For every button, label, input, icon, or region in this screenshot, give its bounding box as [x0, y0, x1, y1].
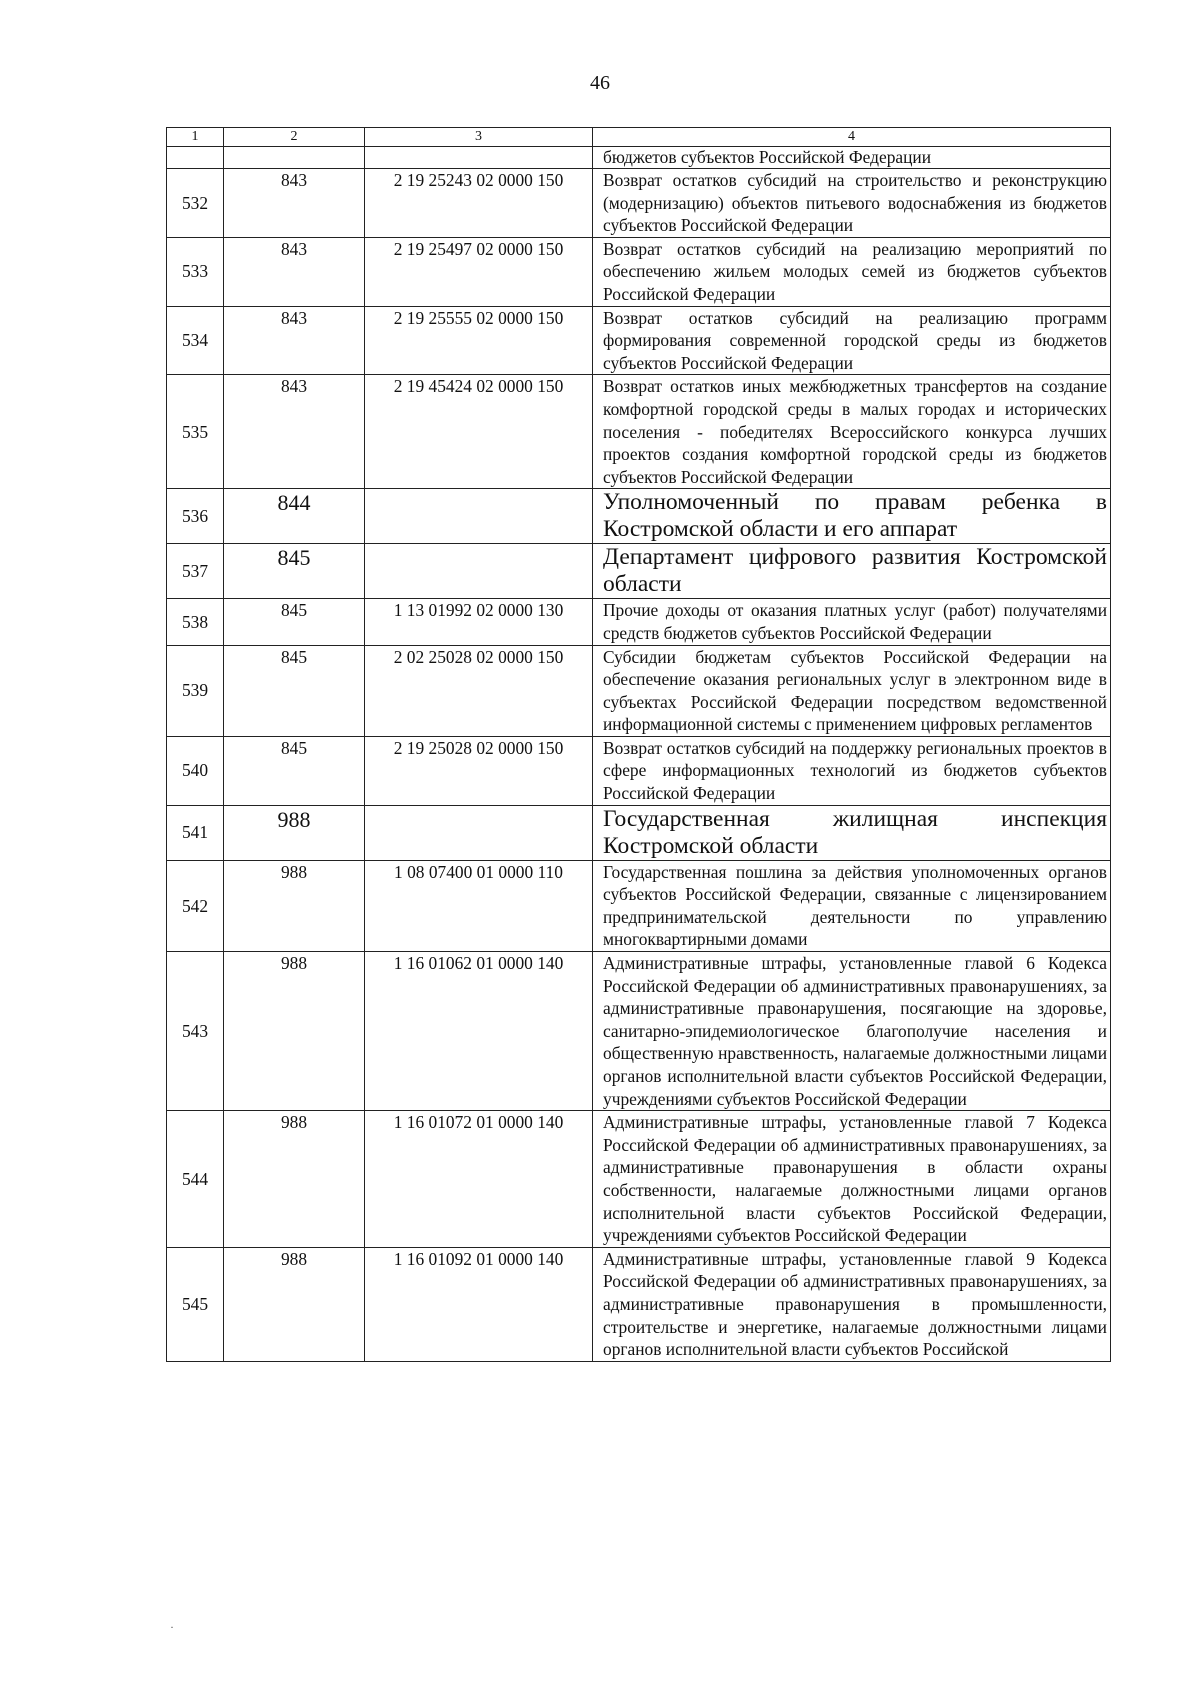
row-number-cell: 537	[167, 544, 224, 599]
revenue-code-cell: 2 19 25243 02 0000 150	[365, 169, 593, 238]
row-number-cell: 533	[167, 237, 224, 306]
revenue-code-cell: 2 19 45424 02 0000 150	[365, 375, 593, 489]
table-row	[167, 599, 1111, 645]
revenue-code-cell: 2 02 25028 02 0000 150	[365, 645, 593, 736]
table-row	[167, 375, 1111, 489]
row-number-cell: 534	[167, 306, 224, 375]
table-row	[167, 1111, 1111, 1248]
description-cell: Государственная пошлина за действия уполномоченных органов субъектов Российской Федерации, связанные с лицензированием предпринимательской деятельности по управлению многоквартирными домами	[593, 860, 1111, 951]
row-number-cell: 540	[167, 736, 224, 805]
administrator-code-cell: 845	[224, 544, 365, 599]
row-number-cell: 545	[167, 1247, 224, 1361]
revenue-code-cell	[365, 805, 593, 860]
row-number-cell: 543	[167, 952, 224, 1111]
administrator-cell	[224, 147, 365, 169]
header-cell: 4	[593, 128, 1111, 147]
description-cell: Возврат остатков субсидий на реализацию программ формирования современной городской среды из бюджетов субъектов Российской Федерации	[593, 306, 1111, 375]
administrator-code-cell: 988	[224, 1247, 365, 1361]
revenue-code-cell: 2 19 25497 02 0000 150	[365, 237, 593, 306]
header-cell: 2	[224, 128, 365, 147]
administrator-code-cell: 843	[224, 306, 365, 375]
description-cell: Возврат остатков субсидий на поддержку региональных проектов в сфере информационных технологий из бюджетов субъектов Российской Федерации	[593, 736, 1111, 805]
table-row	[167, 489, 1111, 544]
table-row	[167, 952, 1111, 1111]
header-cell: 1	[167, 128, 224, 147]
description-cell: Возврат остатков субсидий на реализацию мероприятий по обеспечению жильем молодых семей из бюджетов субъектов Российской Федерации	[593, 237, 1111, 306]
administrator-code-cell: 988	[224, 952, 365, 1111]
table-row	[167, 736, 1111, 805]
description-cell: Государственная жилищная инспекция Костромской области	[593, 805, 1111, 860]
header-cell: 3	[365, 128, 593, 147]
code-cell	[365, 147, 593, 169]
revenue-code-cell: 1 16 01072 01 0000 140	[365, 1111, 593, 1248]
scan-mark: ·	[170, 1620, 174, 1634]
table-row	[167, 1247, 1111, 1361]
administrator-code-cell: 844	[224, 489, 365, 544]
row-number-cell: 536	[167, 489, 224, 544]
description-cell: бюджетов субъектов Российской Федерации	[593, 147, 1111, 169]
continuation-row	[167, 147, 1111, 169]
administrator-code-cell: 843	[224, 169, 365, 238]
administrator-code-cell: 845	[224, 599, 365, 645]
description-cell: Прочие доходы от оказания платных услуг (работ) получателями средств бюджетов субъектов Российской Федерации	[593, 599, 1111, 645]
row-number-cell: 542	[167, 860, 224, 951]
row-number-cell	[167, 147, 224, 169]
table-row	[167, 237, 1111, 306]
revenue-code-cell: 1 16 01062 01 0000 140	[365, 952, 593, 1111]
revenue-code-cell: 1 16 01092 01 0000 140	[365, 1247, 593, 1361]
revenue-code-cell: 2 19 25555 02 0000 150	[365, 306, 593, 375]
row-number-cell: 532	[167, 169, 224, 238]
row-number-cell: 535	[167, 375, 224, 489]
table-row	[167, 860, 1111, 951]
row-number-cell: 544	[167, 1111, 224, 1248]
description-cell: Уполномоченный по правам ребенка в Костромской области и его аппарат	[593, 489, 1111, 544]
description-cell: Административные штрафы, установленные главой 7 Кодекса Российской Федерации об административных правонарушениях, за административные правонарушения в области охраны собственности, налагаемые должностными лицами органов исполнительной власти субъектов Российской Федерации, учреждениями субъектов Российской Федерации	[593, 1111, 1111, 1248]
description-cell: Субсидии бюджетам субъектов Российской Федерации на обеспечение оказания региональных услуг в электронном виде в субъектах Российской Федерации посредством ведомственной информационной системы с применением цифровых регламентов	[593, 645, 1111, 736]
table-header-row	[167, 128, 1111, 147]
revenue-code-cell: 2 19 25028 02 0000 150	[365, 736, 593, 805]
table-row	[167, 169, 1111, 238]
revenue-code-cell	[365, 544, 593, 599]
table-row	[167, 805, 1111, 860]
table-row	[167, 306, 1111, 375]
administrator-code-cell: 845	[224, 736, 365, 805]
description-cell: Департамент цифрового развития Костромской области	[593, 544, 1111, 599]
revenue-code-cell: 1 13 01992 02 0000 130	[365, 599, 593, 645]
description-cell: Административные штрафы, установленные главой 6 Кодекса Российской Федерации об административных правонарушениях, за административные правонарушения, посягающие на здоровье, санитарно-эпидемиологическое благополучие населения и общественную нравственность, налагаемые должностными лицами органов исполнительной власти субъектов Российской Федерации, учреждениями субъектов Российской Федерации	[593, 952, 1111, 1111]
row-number-cell: 539	[167, 645, 224, 736]
revenue-codes-table	[166, 127, 1111, 1362]
administrator-code-cell: 988	[224, 860, 365, 951]
table-row	[167, 645, 1111, 736]
administrator-code-cell: 845	[224, 645, 365, 736]
administrator-code-cell: 988	[224, 1111, 365, 1248]
page-number: 46	[590, 72, 610, 94]
row-number-cell: 541	[167, 805, 224, 860]
administrator-code-cell: 988	[224, 805, 365, 860]
administrator-code-cell: 843	[224, 375, 365, 489]
description-cell: Административные штрафы, установленные главой 9 Кодекса Российской Федерации об административных правонарушениях, за административные правонарушения в промышленности, строительстве и энергетике, налагаемые должностными лицами органов исполнительной власти субъектов Российской	[593, 1247, 1111, 1361]
row-number-cell: 538	[167, 599, 224, 645]
revenue-code-cell	[365, 489, 593, 544]
table-row	[167, 544, 1111, 599]
description-cell: Возврат остатков субсидий на строительство и реконструкцию (модернизацию) объектов питьевого водоснабжения из бюджетов субъектов Российской Федерации	[593, 169, 1111, 238]
administrator-code-cell: 843	[224, 237, 365, 306]
description-cell: Возврат остатков иных межбюджетных трансфертов на создание комфортной городской среды в малых городах и исторических поселения - победителях Всероссийского конкурса лучших проектов создания комфортной городской среды из бюджетов субъектов Российской Федерации	[593, 375, 1111, 489]
revenue-code-cell: 1 08 07400 01 0000 110	[365, 860, 593, 951]
